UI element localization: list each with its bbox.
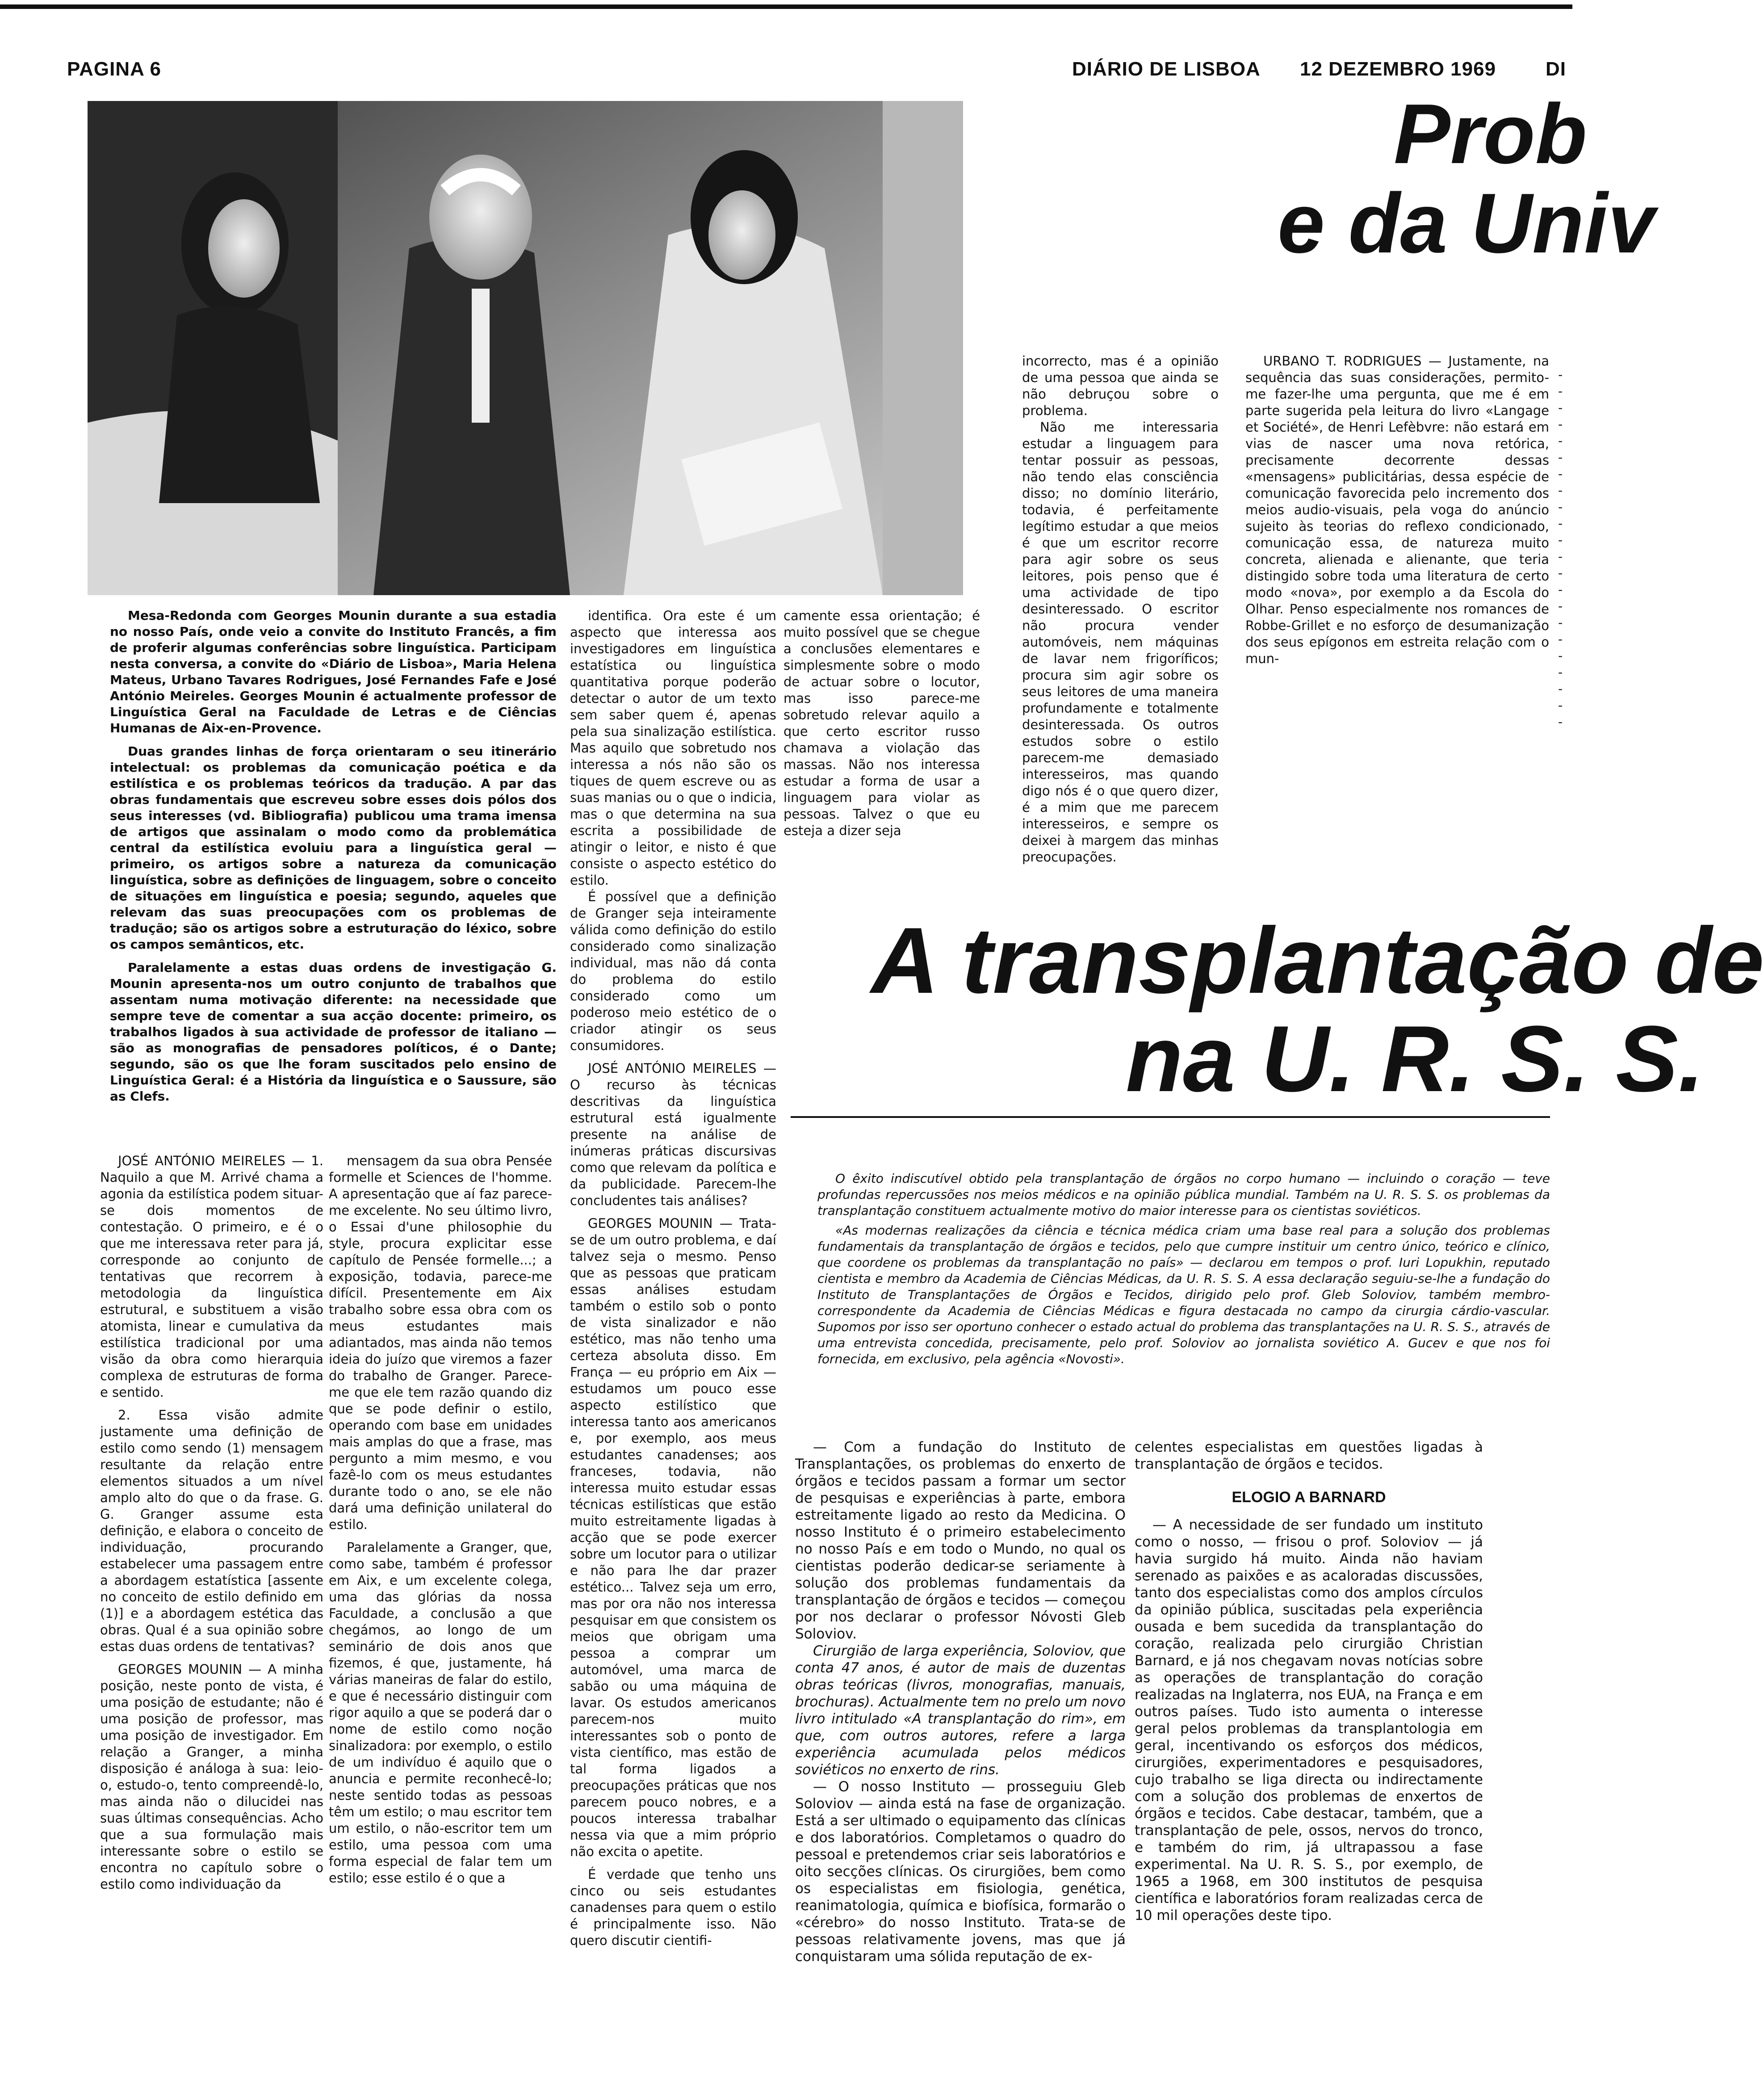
headline-rule [791,1116,1550,1118]
interview-paragraph: camente essa orientação; é muito possível que se chegue a conclusões elementares e simplesmente sobre o modo de actuar sobre o locutor, mas isso parece-me sobretudo relevar aquilo a que certo escritor russo chamava a violação das massas. Não nos interessa estudar a forma de usar a linguagem para violar as pessoas. Talvez o que eu esteja a dizer seja [784,608,980,838]
intro-paragraph: Mesa-Redonda com Georges Mounin durante a sua estadia no nosso País, onde veio a convite do Instituto Francês, a fim de proferir algumas conferências sobre linguística. Participam nesta conversa, a convite do «Diário de Lisboa», Maria Helena Mateus, Urbano Tavares Rodrigues, José Fernandes Fafe e José António Meireles. Georges Mounin é actualmente professor de Linguística Geral na Faculdade de Letras e de Ciências Humanas de Aix-en-Provence. [110,608,557,735]
interview-paragraph: Paralelamente a Granger, que, como sabe, também é professor em Aix, e um excelente colega, uma das glórias da nossa Faculdade, a conclusão a que chegámos, ao longo de um seminário de dois anos que fizemos, é que, justamente, há várias maneiras de falar do estilo, e que é necessário distinguir com rigor aquilo a que se poderá dar o nome de estilo como noção sinalizadora: por exemplo, o estilo de um indivíduo é aquilo que o anuncia e permite reconhecê-lo; neste sentido todas as pessoas têm um estilo; o mau escritor tem um estilo, o não-escritor tem um estilo, uma pessoa com uma forma especial de falar tem um estilo; esse estilo é o que a [329,1540,552,1886]
intro-paragraph: Paralelamente a estas duas ordens de investigação G. Mounin apresenta-nos um outro conjunto de trabalhos que assentam numa motivação diferente: na necessidade que sempre teve de comentar a sua acção docente: primeiro, os trabalhos ligados à sua actividade de professor de italiano — são as monografias de pensadores políticos, é o Dante; segundo, são os que lhe foram suscitados pelo ensino de Linguística Geral: é a História da linguística e o Saussure, são as Clefs. [110,960,557,1104]
transplant-lede [817,1171,1550,1466]
lede-paragraph: «As modernas realizações da ciência e técnica médica criam uma base real para a solução dos problemas fundamentais da transplantação de órgãos e tecidos, pelo que cumpre instituir um centro único, teórico e clínico, que coordene os problemas da transplantação no país» — declarou em tempos o prof. Iuri Lopukhin, reputado cientista e membro da Academia de Ciências Médicas, da U. R. S. S. A essa declaração seguiu-se-lhe a fundação do Instituto de Transplantações de Órgãos e Tecidos, dirigido pelo prof. Gleb Soloviov, também membro-correspondente da Academia de Ciências Médicas e figura destacada no campo da cirurgia cárdio-vascular. Supomos por isso ser oportuno conhecer o estado actual do problema das transplantações na U. R. S. S., através de uma entrevista concedida, precisamente, pelo prof. Soloviov ao jornalista soviético A. Gucev e que nos foi fornecida, em exclusivo, pela agência «Novosti». [817,1223,1550,1366]
article-intro [110,608,557,1135]
interview-paragraph: 2. Essa visão admite justamente uma definição de estilo como sendo (1) mensagem resultante da relação entre elementos situados a um nível amplo alto do que o da frase. G. G. Granger assume esta definição, e elabora o conceito de individuação, procurando estabelecer uma passagem entre a abordagem estatística [assente no conceito de estilo definido em (1)] e a abordagem estética das obras. Qual é a sua opinião sobre estas duas ordens de tentativas? [100,1407,323,1654]
interview-paragraph: URBANO T. RODRIGUES — Justamente, na sequência das suas considerações, permito-me fazer-lhe uma pergunta, que me é em parte sugerida pela leitura do livro «Langage et Société», de Henri Lefèbvre: não estará em vias de nascer uma nova retórica, precisamente decorrente dessas «mensagens» publicitárias, dessa espécie de comunicação favorecida pelo incremento dos meios audio-visuais, pela voga do anúncio sujeito às teorias do reflexo condicionado, comunicação essa, de natureza muito concreta, alienada e alienante, que teria distingido sobre toda uma literatura de certo modo «nova», por exemplo a da Escola do Olhar. Penso especialmente nos romances de Robbe-Grillet e no esforço de desumanização dos seus epígonos em estreita relação com o mun- [1245,353,1549,666]
interview-paragraph: É verdade que tenho uns cinco ou seis estudantes canadenses para quem o estilo é principalmente isso. Não quero discutir cientifi- [570,1867,776,1948]
interview-paragraph: identifica. Ora este é um aspecto que interessa aos investigadores em linguística estatística ou linguística quantitativa porque poderão detectar o autor de um texto sem saber quem é, apenas pela sua sinalização estilística. Mas aquilo que sobretudo nos interessa a nós não são os tiques de quem escreve ou as suas manias ou o que o indicia, mas o que determina na sua escrita a possibilidade de atingir o leitor, e nisto é que consiste o aspecto estético do estilo. [570,608,776,888]
interview-column-3 [570,608,776,2020]
newspaper-name: DIÁRIO DE LISBOA [1072,58,1261,80]
interview-column-2 [329,1153,552,2020]
interview-paragraph: GEORGES MOUNIN — A minha posição, neste ponto de vista, é uma posição de estudante; não é uma posição de professor, mas uma posição de investigador. Em relação a Granger, a minha disposição é análoga à sua: leio-o, estudo-o, tento compreendê-lo, mas ainda não o dilucidei nas suas últimas consequências. Acho que a sua formulação mais interessante sobre o estilo se encontra no capítulo sobre o estilo como individuação da [100,1662,323,1892]
transplant-paragraph: Cirurgião de larga experiência, Soloviov, que conta 47 anos, é autor de mais de duzentas obras teóricas (livros, monografias, manuais, brochuras). Actualmente tem no prelo um novo livro intitulado «A transplantação do rim», em que, com outros autores, refere a larga experiência acumulada pelos médicos soviéticos no enxerto de rins. [795,1643,1126,1778]
intro-paragraph: Duas grandes linhas de força orientaram o seu itinerário intelectual: os problemas da comunicação poética e da estilística e os problemas teóricos da tradução. A par das obras fundamentais que escreveu sobre esses dois pólos dos seus interesses (vd. Bibliografia) publicou uma trama imensa de artigos que assinalam o modo como da problemática central da estilística evoluiu para a linguística geral — primeiro, os artigos sobre a natureza da comunicação linguística, sobre as definições de linguagem, sobre o conceito de situações em linguística e poesia; segundo, aqueles que relevam das suas preocupações com os problemas de tradução; são os artigos sobre a estruturação do léxico, sobre os campos semânticos, etc. [110,744,557,952]
interview-paragraph: incorrecto, mas é a opinião de uma pessoa que ainda se não debruçou sobre o problema. [1022,353,1219,418]
transplant-paragraph: — A necessidade de ser fundado um instituto como o nosso, — frisou o prof. Soloviov — já havia surgido há muito. Ainda não haviam serenado as paixões e as acaloradas discussões, tanto dos especialistas como dos amplos círculos da opinião pública, suscitadas pela experiência ousada e bem sucedida da transplantação do coração, realizada pelo cirurgião Christian Barnard, e já nos chegavam novas notícias sobre as operações de transplantação do coração realizadas na Inglaterra, nos EUA, na França e em outros países. Tudo isto aumenta o interesse geral pelos problemas da transplantologia em geral, incentivando os esforços dos médicos, cirurgiões, experimentadores e pesquisadores, cujo trabalho se liga directa ou indirectamente com a solução dos problemas de enxertos de órgãos e tecidos. Cabe destacar, também, que a transplantação de pele, ossos, nervos do tronco, e também do rim, já ultrapassou a fase experimental. Na U. R. S. S., por exemplo, de 1965 a 1968, em 300 institutos de pesquisa científica e laboratórios foram realizadas cerca de 10 mil operações deste tipo. [1135,1517,1483,1924]
interview-column-4 [784,608,980,840]
interview-paragraph: GEORGES MOUNIN — Trata-se de um outro problema, e daí talvez seja o mesmo. Penso que as pessoas que praticam essas análises estudam também o estilo sob o ponto de vista sinalizador e não estético, mas não tenho uma certeza absoluta disso. Em França — eu próprio em Aix — estudamos um pouco esse aspecto estilístico que interessa tanto aos americanos e, por exemplo, aos meus estudantes canadenses; aos franceses, todavia, não interessa muito estudar essas técnicas estilísticas que estão muito estreitamente ligadas à acção que se pode exercer sobre um locutor para o utilizar e não para lhe dar prazer estético... Talvez seja um erro, mas por ora não nos interessa pesquisar em que consistem os meios que obrigam uma pessoa a comprar um automóvel, uma marca de sabão ou uma máquina de lavar. Os estudos americanos parecem-nos muito interessantes sob o ponto de vista científico, mas estão de tal forma ligados a preocupações práticas que nos parecem pouco nobres, e a poucos interessa trabalhar nessa via que a mim próprio não excita o apetite. [570,1216,776,1859]
issue-date: 12 DEZEMBRO 1969 [1300,58,1496,80]
header-cut-text: DI [1546,58,1566,80]
transplant-headline-line2: na U. R. S. S. [1126,1006,1705,1111]
transplant-headline-line1: A transplantação de [871,908,1764,1013]
transplant-paragraph: celentes especialistas em questões ligadas à transplantação de órgãos e tecidos. [1135,1439,1483,1472]
roundtable-photo [88,101,963,595]
transplant-paragraph: — Com a fundação do Instituto de Transplantações, os problemas do enxerto de órgãos e tecidos passam a formar um sector de pesquisas e experiências à parte, embora estreitamente ligado ao resto da Medicina. O nosso Instituto é o primeiro estabelecimento no nosso País e em todo o Mundo, no qual os cientistas poderão dedicar-se seriamente à solução dos problemas fundamentais da transplantação de órgãos e tecidos — começou por nos declarar o professor Nóvosti Gleb Soloviov. [795,1439,1126,1642]
section-subheading: ELOGIO A BARNARD [1232,1489,1386,1506]
top-headline-line2: e da Univ [1278,176,1655,271]
edge-text-fragment: - - - - - - - - - - - - - - - - - - - - - - [1558,367,1563,729]
interview-paragraph: JOSÉ ANTÓNIO MEIRELES — O recurso às técnicas descritivas da linguística estrutural está igualmente presente na análise de inúmeras práticas discursivas como que relevam da política e da publicidade. Parecem-lhe concludentes tais análises? [570,1061,776,1208]
transplant-column-a [795,1439,1126,2064]
lede-paragraph: O êxito indiscutível obtido pela transplantação de órgãos no corpo humano — incluindo o coração — teve profundas repercussões nos meios médicos e na opinião pública mundial. Também na U. R. S. S. os problemas da transplantação constituem actualmente motivo do maior interesse para os cientistas soviéticos. [817,1171,1550,1218]
top-headline-line1: Prob [1394,87,1587,181]
interview-column-6 [1245,353,1549,840]
interview-column-1 [100,1153,323,2020]
interview-paragraph: JOSÉ ANTÓNIO MEIRELES — 1. Naquilo a que M. Arrivé chama a agonia da estilística podem situar-se dois momentos de contestação. O primeiro, e é o que me interessava reter para já, corresponde ao conjunto de tentativas que recorrem à metodologia da linguística estrutural, e substituem a visão atomista, linear e cumulativa da estilística tradicional por uma visão da obra como hierarquia complexa de estruturas de forma e sentido. [100,1153,323,1400]
transplant-column-b [1135,1439,1483,2064]
transplant-paragraph: — O nosso Instituto — prosseguiu Gleb Soloviov — ainda está na fase de organização. Está a ser ultimado o equipamento das clínicas e dos laboratórios. Completamos o quadro do pessoal e pretendemos criar seis laboratórios e oito secções clínicas. Os cirurgiões, bem como os especialistas em fisiologia, genética, reanimatologia, química e biofísica, formarão o «cérebro» do nosso Instituto. Trata-se de pessoas relativamente jovens, mas que já conquistaram uma sólida reputação de ex- [795,1779,1126,1965]
page-number: PAGINA 6 [67,58,161,80]
interview-paragraph: mensagem da sua obra Pensée formelle et Sciences de l'homme. A apresentação que aí faz parece-me excelente. No seu último livro, o Essai d'une philosophie du style, procura explicitar esse capítulo de Pensée formelle...; a exposição, todavia, parece-me difícil. Presentemente em Aix trabalho sobre essa obra com os meus estudantes mais adiantados, mas ainda não temos ideia do juízo que viremos a fazer do trabalho de Granger. Parece-me que ele tem razão quando diz que se pode definir o estilo, operando com base em unidades mais amplas do que a frase, mas pergunto a mim mesmo, e vou fazê-lo com os meus estudantes durante todo o ano, se ele não dará uma definição unilateral do estilo. [329,1153,552,1532]
interview-paragraph: É possível que a definição de Granger seja inteiramente válida como definição do estilo considerado como sinalização individual, mas não dá conta do problema do estilo considerado como um poderoso meio estético de o criador atingir os seus consumidores. [570,889,776,1053]
page-top-rule [0,4,1572,9]
interview-column-5 [1022,353,1219,865]
interview-paragraph: Não me interessaria estudar a linguagem para tentar possuir as pessoas, não tendo elas consciência disso; no domínio literário, todavia, é perfeitamente legítimo estudar a que meios é que um escritor recorre para agir sobre os seus leitores, pois penso que é uma actividade de tipo desinteressado. O escritor não procura vender automóveis, nem máquinas de lavar nem frigoríficos; procura sim agir sobre os seus leitores de uma maneira profundamente e totalmente desinteressada. Os outros estudos sobre o estilo parecem-me demasiado interesseiros, mas quando digo nós é o que quero dizer, é a mim que me parecem interesseiros, e sempre os deixei à margem das minhas preocupações. [1022,420,1219,865]
